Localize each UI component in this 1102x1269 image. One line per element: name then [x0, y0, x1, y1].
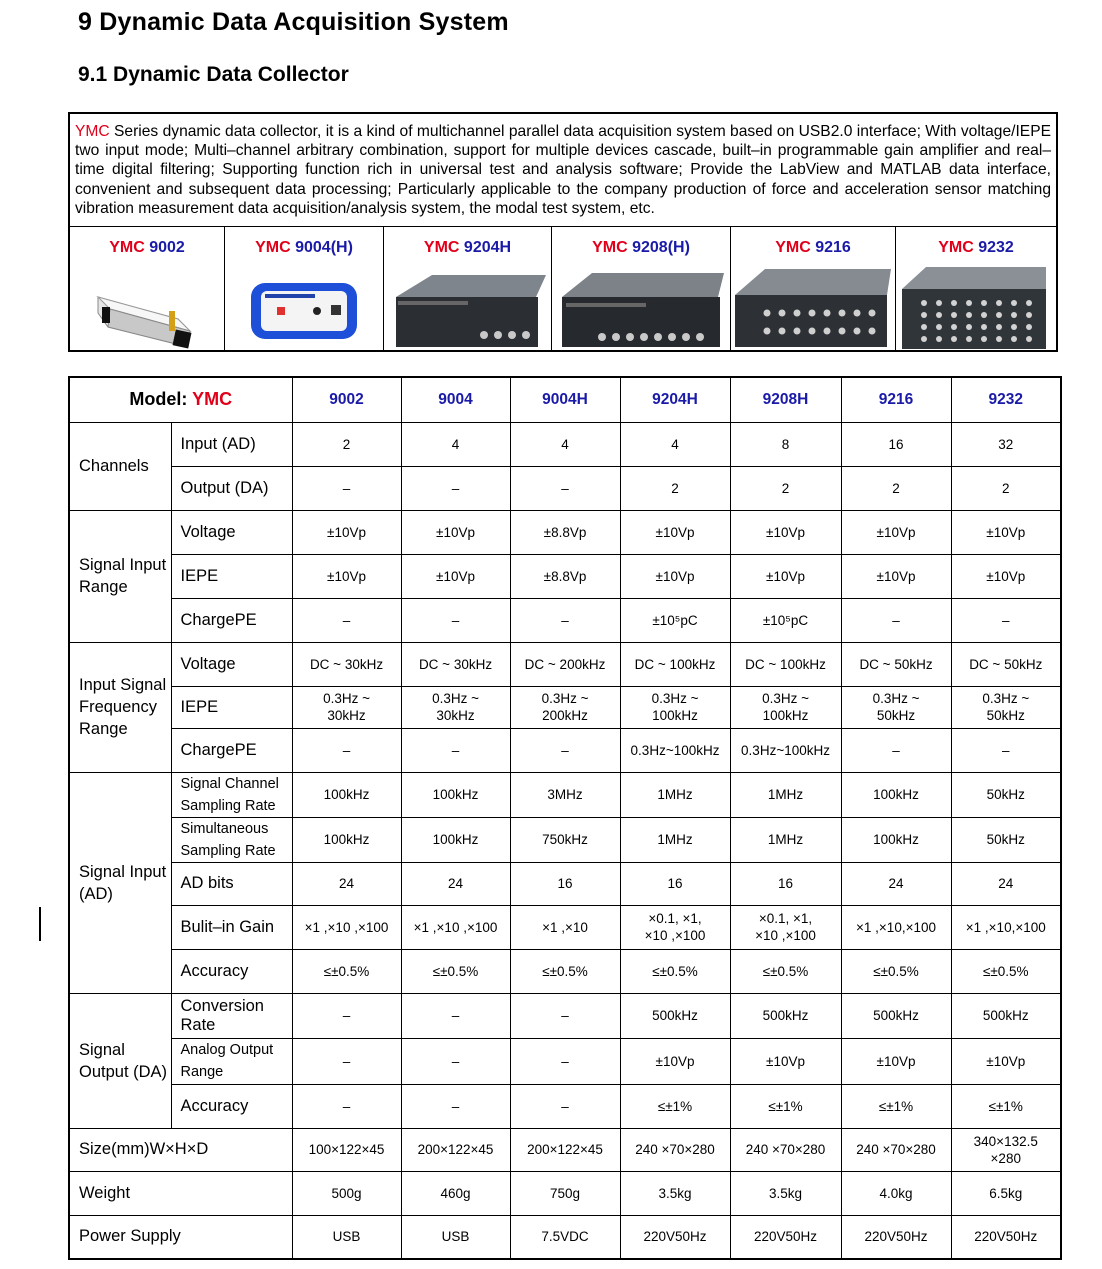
table-cell: 16 [730, 862, 841, 905]
intro-paragraph [75, 122, 1051, 218]
group-label: Signal Input (AD) [69, 772, 171, 993]
table-cell: ×1 ,×10 ,×100 [292, 905, 401, 949]
model-header: 9002 [292, 377, 401, 422]
model-header: 9004H [510, 377, 620, 422]
blue-collector-image [225, 267, 384, 351]
table-cell: 0.3Hz ~ 50kHz [951, 686, 1061, 728]
table-row [69, 949, 1061, 993]
table-cell: 3MHz [510, 772, 620, 817]
table-cell: – [841, 598, 951, 642]
table-cell: 0.3Hz ~ 50kHz [841, 686, 951, 728]
table-cell: ±10Vp [730, 554, 841, 598]
table-cell: ×1 ,×10,×100 [951, 905, 1061, 949]
model-header: 9232 [951, 377, 1061, 422]
table-cell: ±10Vp [292, 510, 401, 554]
table-cell: 24 [841, 862, 951, 905]
table-cell: 240 ×70×280 [730, 1128, 841, 1171]
table-cell: 1MHz [620, 817, 730, 862]
table-cell: – [401, 1084, 510, 1128]
product-name: YMC 9204H [423, 239, 512, 256]
table-cell: 2 [841, 466, 951, 510]
table-cell: – [510, 1038, 620, 1084]
table-row [69, 817, 1061, 862]
product-name: YMC 9216 [775, 239, 851, 256]
product-card-9216 [731, 227, 896, 351]
model-header: 9204H [620, 377, 730, 422]
table-cell: 750kHz [510, 817, 620, 862]
table-cell: DC ~ 30kHz [292, 642, 401, 686]
product-card-9002 [70, 227, 225, 351]
table-cell: – [292, 466, 401, 510]
row-label: Voltage [171, 510, 292, 554]
table-cell: 50kHz [951, 817, 1061, 862]
table-cell: DC ~ 100kHz [730, 642, 841, 686]
product-gallery [70, 226, 1056, 351]
table-cell: – [292, 993, 401, 1038]
table-cell: 0.3Hz ~ 30kHz [401, 686, 510, 728]
table-cell: 220V50Hz [730, 1215, 841, 1259]
subsection-title: 9.1 Dynamic Data Collector [78, 63, 349, 86]
table-cell: 3.5kg [620, 1171, 730, 1215]
table-cell: DC ~ 50kHz [841, 642, 951, 686]
product-card-9204H [384, 227, 552, 351]
row-label: AD bits [171, 862, 292, 905]
table-cell: 240 ×70×280 [841, 1128, 951, 1171]
section-title: 9 Dynamic Data Acquisition System [78, 8, 509, 36]
row-label: Bulit–in Gain [171, 905, 292, 949]
table-cell: – [841, 728, 951, 772]
table-cell: ≤±0.5% [841, 949, 951, 993]
table-cell: 220V50Hz [951, 1215, 1061, 1259]
row-label: Input (AD) [171, 422, 292, 466]
table-cell: 0.3Hz ~ 100kHz [620, 686, 730, 728]
model-header: 9208H [730, 377, 841, 422]
row-label: Output (DA) [171, 466, 292, 510]
table-cell: ±10Vp [730, 510, 841, 554]
table-cell: ×1 ,×10,×100 [841, 905, 951, 949]
table-row [69, 510, 1061, 554]
spec-table [68, 376, 1062, 1260]
table-row [69, 862, 1061, 905]
table-cell: 16 [510, 862, 620, 905]
table-row [69, 422, 1061, 466]
product-card-9208H [552, 227, 731, 351]
model-header: 9216 [841, 377, 951, 422]
table-row [69, 905, 1061, 949]
table-cell: ≤±1% [951, 1084, 1061, 1128]
row-label: Power Supply [69, 1215, 292, 1259]
table-cell: 0.3Hz ~ 100kHz [730, 686, 841, 728]
table-cell: 0.3Hz ~ 200kHz [510, 686, 620, 728]
table-cell: ±10Vp [951, 1038, 1061, 1084]
table-row [69, 466, 1061, 510]
table-row [69, 1215, 1061, 1259]
table-cell: USB [292, 1215, 401, 1259]
table-cell: DC ~ 30kHz [401, 642, 510, 686]
table-row [69, 598, 1061, 642]
table-cell: 16 [620, 862, 730, 905]
table-row [69, 1084, 1061, 1128]
table-cell: – [292, 728, 401, 772]
table-cell: ≤±1% [841, 1084, 951, 1128]
table-cell: ≤±0.5% [292, 949, 401, 993]
table-cell: – [510, 1084, 620, 1128]
intro-text: Series dynamic data collector, it is a kind of multichannel parallel data acquisition system based on USB2.0 interface; With voltage/IEPE two input mode; Multi–channel arbitrary combination, support for multiple devices cascade, built–in programmable gain amplifier and real–time digital filtering; Supporting function rich in universal test and analysis software; Provide the LabView and MATLAB data interface, convenient and subsequent data processing; Particularly applicable to the company production of force and acceleration sensor matching vibration measurement data acquisition/analysis system, the modal test system, etc. [75, 123, 1051, 217]
product-card-9004 [225, 227, 384, 351]
table-cell: 0.3Hz~100kHz [730, 728, 841, 772]
product-name: YMC 9208(H) [592, 239, 690, 256]
table-cell: USB [401, 1215, 510, 1259]
table-cell: 2 [951, 466, 1061, 510]
product-card-9232 [896, 227, 1056, 351]
table-cell: 4.0kg [841, 1171, 951, 1215]
table-cell: 500kHz [620, 993, 730, 1038]
table-row [69, 686, 1061, 728]
table-cell: 500kHz [730, 993, 841, 1038]
table-cell: 32 [951, 422, 1061, 466]
small-collector-image [70, 267, 225, 351]
table-cell: 2 [620, 466, 730, 510]
table-cell: 16 [841, 422, 951, 466]
table-cell: DC ~ 50kHz [951, 642, 1061, 686]
header-row [69, 377, 1061, 422]
table-cell: ±10Vp [401, 510, 510, 554]
table-cell: 220V50Hz [841, 1215, 951, 1259]
table-cell: ×1 ,×10 ,×100 [401, 905, 510, 949]
table-cell: ±10⁵pC [730, 598, 841, 642]
table-cell: ±10Vp [620, 554, 730, 598]
table-row [69, 554, 1061, 598]
row-label: Simultaneous Sampling Rate [171, 817, 292, 862]
table-cell: 50kHz [951, 772, 1061, 817]
group-label: Channels [69, 422, 171, 510]
table-row [69, 1038, 1061, 1084]
row-label: ChargePE [171, 728, 292, 772]
table-cell: ≤±0.5% [620, 949, 730, 993]
table-cell: – [401, 728, 510, 772]
table-cell: – [510, 728, 620, 772]
table-cell: 1MHz [620, 772, 730, 817]
table-cell: 4 [401, 422, 510, 466]
table-cell: 0.3Hz ~ 30kHz [292, 686, 401, 728]
table-cell: – [951, 598, 1061, 642]
intro-brand: YMC [75, 123, 110, 140]
table-cell: 200×122×45 [510, 1128, 620, 1171]
table-cell: ±10⁵pC [620, 598, 730, 642]
table-cell: 500kHz [951, 993, 1061, 1038]
row-label: Size(mm)W×H×D [69, 1128, 292, 1171]
table-cell: – [401, 1038, 510, 1084]
product-name: YMC 9232 [938, 239, 1014, 256]
table-cell: ±8.8Vp [510, 510, 620, 554]
table-cell: ≤±0.5% [401, 949, 510, 993]
table-cell: ±10Vp [620, 510, 730, 554]
table-cell: 500g [292, 1171, 401, 1215]
table-cell: 100kHz [841, 772, 951, 817]
table-cell: ±10Vp [841, 510, 951, 554]
table-cell: 6.5kg [951, 1171, 1061, 1215]
row-label: ChargePE [171, 598, 292, 642]
table-cell: 500kHz [841, 993, 951, 1038]
table-cell: – [292, 1038, 401, 1084]
table-cell: ±10Vp [620, 1038, 730, 1084]
rack-8ch-image [552, 267, 731, 351]
table-cell: – [401, 598, 510, 642]
table-cell: – [510, 993, 620, 1038]
table-cell: 1MHz [730, 817, 841, 862]
row-label: Accuracy [171, 1084, 292, 1128]
table-cell: ±10Vp [292, 554, 401, 598]
table-cell: 2 [730, 466, 841, 510]
table-cell: ×0.1, ×1, ×10 ,×100 [730, 905, 841, 949]
table-cell: 8 [730, 422, 841, 466]
rack-32ch-image [896, 267, 1056, 351]
table-cell: 24 [951, 862, 1061, 905]
table-cell: ≤±0.5% [951, 949, 1061, 993]
table-cell: 7.5VDC [510, 1215, 620, 1259]
table-cell: ±10Vp [841, 1038, 951, 1084]
table-cell: – [951, 728, 1061, 772]
table-row [69, 728, 1061, 772]
table-cell: 0.3Hz~100kHz [620, 728, 730, 772]
table-cell: 460g [401, 1171, 510, 1215]
table-cell: DC ~ 200kHz [510, 642, 620, 686]
table-cell: 200×122×45 [401, 1128, 510, 1171]
table-cell: ±10Vp [841, 554, 951, 598]
table-cell: ±10Vp [951, 554, 1061, 598]
table-cell: – [292, 598, 401, 642]
row-label: IEPE [171, 554, 292, 598]
table-row [69, 642, 1061, 686]
group-label: Signal Input Range [69, 510, 171, 642]
table-cell: – [510, 598, 620, 642]
table-cell: 24 [401, 862, 510, 905]
table-cell: 100kHz [292, 817, 401, 862]
table-cell: ≤±1% [730, 1084, 841, 1128]
table-cell: ±10Vp [951, 510, 1061, 554]
table-cell: ×0.1, ×1, ×10 ,×100 [620, 905, 730, 949]
group-label: Signal Output (DA) [69, 993, 171, 1128]
model-label: Model: YMC [69, 377, 292, 422]
table-row [69, 1128, 1061, 1171]
model-header: 9004 [401, 377, 510, 422]
rack-4ch-image [384, 267, 552, 351]
table-cell: – [401, 993, 510, 1038]
table-cell: 100kHz [401, 772, 510, 817]
table-cell: 1MHz [730, 772, 841, 817]
table-row [69, 772, 1061, 817]
group-label: Input Signal Frequency Range [69, 642, 171, 772]
table-cell: 240 ×70×280 [620, 1128, 730, 1171]
table-cell: ≤±0.5% [510, 949, 620, 993]
table-cell: – [510, 466, 620, 510]
table-cell: 100kHz [401, 817, 510, 862]
table-cell: 220V50Hz [620, 1215, 730, 1259]
table-row [69, 1171, 1061, 1215]
table-cell: 2 [292, 422, 401, 466]
table-cell: 4 [620, 422, 730, 466]
row-label: Signal Channel Sampling Rate [171, 772, 292, 817]
table-cell: ±10Vp [401, 554, 510, 598]
table-cell: 340×132.5 ×280 [951, 1128, 1061, 1171]
table-cell: ×1 ,×10 [510, 905, 620, 949]
table-row [69, 993, 1061, 1038]
row-label: Conversion Rate [171, 993, 292, 1038]
row-label: Weight [69, 1171, 292, 1215]
table-cell: ≤±0.5% [730, 949, 841, 993]
product-name: YMC 9004(H) [255, 239, 353, 256]
table-cell: ≤±1% [620, 1084, 730, 1128]
table-cell: DC ~ 100kHz [620, 642, 730, 686]
table-cell: 100×122×45 [292, 1128, 401, 1171]
table-cell: – [401, 466, 510, 510]
row-label: Voltage [171, 642, 292, 686]
row-label: Analog Output Range [171, 1038, 292, 1084]
row-label: IEPE [171, 686, 292, 728]
table-cell: ±10Vp [730, 1038, 841, 1084]
rack-16ch-image [731, 267, 896, 351]
table-cell: 24 [292, 862, 401, 905]
table-cell: 3.5kg [730, 1171, 841, 1215]
table-cell: 100kHz [292, 772, 401, 817]
table-cell: ±8.8Vp [510, 554, 620, 598]
table-cell: 100kHz [841, 817, 951, 862]
row-label: Accuracy [171, 949, 292, 993]
table-cell: – [292, 1084, 401, 1128]
table-cell: 750g [510, 1171, 620, 1215]
table-cell: 4 [510, 422, 620, 466]
intro-box [68, 112, 1058, 352]
text-cursor [39, 907, 41, 941]
product-name: YMC 9002 [109, 239, 185, 256]
